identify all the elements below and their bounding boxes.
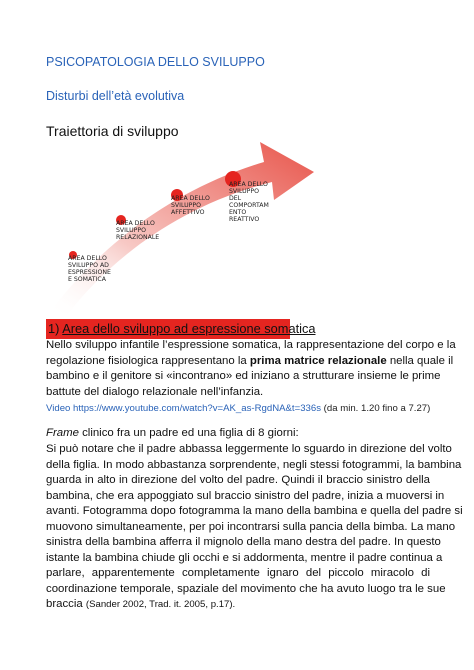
stage-label [229, 181, 269, 223]
stage-label-line: SVILUPPO [229, 188, 259, 195]
intro-paragraph [46, 338, 456, 400]
text-run: battute del dialogo relazionale nell’infanzia. [46, 385, 264, 398]
paragraph-line [46, 385, 430, 401]
paragraph-line: Si può notare che il padre abbassa leggermente lo sguardo in direzione del volto [46, 443, 452, 455]
stage-label-line: AREA DELLO [116, 220, 155, 227]
citation: (Sander 2002, Trad. it. 2005, p.17). [85, 599, 236, 610]
trajectory-arrow [50, 142, 314, 314]
development-trajectory-diagram [46, 134, 346, 314]
section-number: 1) [48, 321, 60, 336]
section-heading: Traiettoria di sviluppo [46, 123, 179, 139]
text-run: regolazione fisiologica rappresentano la [46, 354, 250, 367]
stage-label-line: SVILUPPO [171, 202, 201, 209]
section-1-heading [46, 319, 316, 339]
video-link[interactable]: Video https://www.youtube.com/watch?v=AK_as-RgdNA&t=336s [46, 403, 321, 414]
stage-label-line: RELAZIONALE [116, 234, 160, 241]
text-run: Nello sviluppo infantile l’espressione somatica, la rappresentazione del corpo e la [46, 339, 456, 351]
stage-label-line: AFFETTIVO [171, 209, 205, 216]
paragraph-line: della figlia. In modo abbastanza sorprendente, negli stessi fotogrammi, la bambina [46, 458, 462, 471]
paragraph-line: coordinazione temporale, spaziale del movimento che ha avuto luogo tra le sue [46, 582, 446, 595]
paragraph-line: bambina, che era appoggiato sul braccio sinistro del padre, inizia a muoversi in [46, 489, 445, 502]
stage-label-line: ENTO [229, 209, 247, 216]
text-run: nella quale il [386, 354, 454, 367]
paragraph-line: avanti. Fotogramma dopo fotogramma la mano della bambina e quella del padre si [46, 505, 463, 517]
stage-label-line: AREA DELLO [171, 195, 210, 202]
bold-text: prima matrice relazionale [249, 354, 387, 367]
document-title: PSICOPATOLOGIA DELLO SVILUPPO [46, 55, 265, 69]
video-reference [46, 403, 430, 414]
paragraph-line [46, 338, 456, 354]
video-note: (da min. 1.20 fino a 7.27) [323, 403, 431, 414]
document-subtitle: Disturbi dell’età evolutiva [46, 89, 185, 103]
text-run: braccia [46, 598, 86, 610]
text-run: bambino e il genitore si «incontrano» ed iniziano a strutturare insieme le prime [46, 370, 441, 382]
paragraph-line [46, 597, 430, 613]
stage-label [68, 255, 111, 283]
paragraph-line: parlare, apparentemente completamente ignaro del piccolo miracolo di [46, 567, 430, 579]
stage-label-line: DEL [229, 195, 242, 202]
frame-paragraph [46, 442, 463, 613]
paragraph-line: istante la bambina chiude gli occhi e si addormenta, mentre il padre continua a [46, 551, 443, 564]
paragraph-line: muovono simultaneamente, per poi incontrarsi sulla pancia della bimba. La mano [46, 520, 456, 533]
stage-label-line: AREA DELLO [68, 255, 107, 262]
stage-label-line: ESPRESSIONE [68, 269, 111, 276]
paragraph-line [46, 354, 454, 370]
stage-label-line: SVILUPPO [116, 227, 146, 234]
stage-label-line: COMPORTAM [229, 202, 269, 209]
paragraph-line: guarda in alto in direzione del volto del padre. Quindi il braccio sinistro della [46, 474, 430, 486]
stage-label-line: SVILUPPO AD [68, 262, 109, 269]
frame-intro-italic: Frame [46, 427, 79, 439]
stage-label-line: REATTIVO [229, 216, 260, 223]
paragraph-line [46, 369, 441, 385]
paragraph-line: sinistra della bambina afferra il mignolo della mano destra del padre. In questo [46, 536, 441, 548]
stage-label-line: AREA DELLO [229, 181, 268, 188]
stage-label-line: E SOMATICA [68, 276, 106, 283]
frame-intro [46, 427, 299, 439]
section-1-title: Area dello sviluppo ad espressione somatica [62, 321, 316, 336]
frame-intro-rest: clinico fra un padre ed una figlia di 8 giorni: [78, 427, 299, 439]
